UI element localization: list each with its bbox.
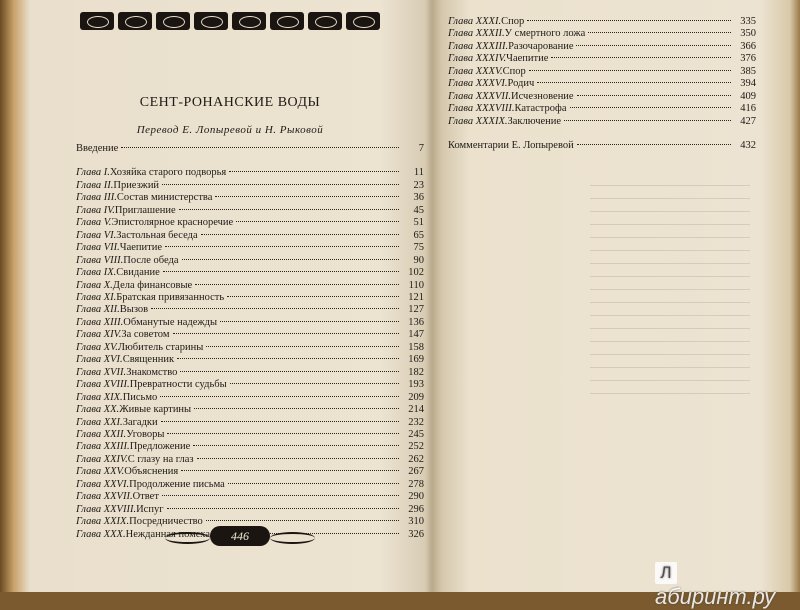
chapter-page: 11: [413, 167, 424, 179]
toc-row-intro: [76, 143, 424, 155]
dot-leader: [570, 107, 732, 108]
chapter-label: Глава III.: [76, 192, 117, 204]
chapter-title: Катастрофа: [514, 103, 567, 115]
dot-leader: [576, 45, 731, 46]
chapter-label: Глава VIII.: [76, 254, 124, 266]
chapter-page: 310: [408, 516, 424, 528]
chapter-title: Родич: [507, 78, 535, 90]
toc-row: [448, 116, 756, 128]
chapter-page: 193: [408, 379, 424, 391]
chapter-label: Глава XV.: [76, 341, 118, 353]
chapter-label: Глава XI.: [76, 291, 117, 303]
toc-row: [448, 16, 756, 28]
chapter-title: С глазу на глаз: [127, 453, 194, 465]
toc-row: [448, 91, 756, 103]
chapter-title: Приезжий: [113, 179, 160, 191]
watermark-mark-icon: Л: [655, 562, 677, 584]
dot-leader: [577, 144, 731, 145]
toc-row: [76, 504, 424, 516]
chapter-page: 147: [408, 329, 424, 341]
toc-row: [76, 180, 424, 192]
toc-row: [76, 367, 424, 379]
toc-row: [76, 392, 424, 404]
dot-leader: [588, 32, 731, 33]
chapter-label: Глава XXIV.: [76, 453, 128, 465]
watermark-logo: [655, 558, 800, 610]
dot-leader: [179, 209, 399, 210]
toc-row: [76, 404, 424, 416]
dot-leader: [206, 346, 399, 347]
chapter-label: Глава XXII.: [76, 428, 127, 440]
chapter-title: Священник: [122, 354, 175, 366]
chapter-page: 136: [408, 316, 424, 328]
chapter-label: Глава V.: [76, 217, 112, 229]
chapter-page: 102: [408, 267, 424, 279]
folio-ornament-right: [270, 532, 315, 544]
chapter-label: Глава XXXII.: [448, 28, 505, 40]
chapter-page: 182: [408, 366, 424, 378]
dot-leader: [537, 82, 731, 83]
dot-leader: [220, 321, 399, 322]
dot-leader: [201, 234, 399, 235]
dot-leader: [206, 520, 399, 521]
left-page: [40, 0, 424, 592]
chapter-page: 385: [740, 65, 756, 77]
chapter-title: Любитель старины: [117, 341, 204, 353]
dot-leader: [527, 20, 731, 21]
dot-leader: [197, 458, 399, 459]
chapter-label: Глава IV.: [76, 204, 115, 216]
top-ornament: [75, 12, 385, 30]
dot-leader: [162, 495, 399, 496]
toc-row: [76, 280, 424, 292]
chapter-title: Нежданная помеха: [125, 528, 211, 540]
toc-row: [448, 78, 756, 90]
chapter-page: 427: [740, 115, 756, 127]
chapter-title: Свидание: [116, 267, 160, 279]
chapter-page: 110: [408, 279, 424, 291]
toc-row: [76, 255, 424, 267]
chapter-title: Приглашение: [114, 204, 176, 216]
commentary-title: Комментарии Е. Лопыревой: [448, 140, 574, 152]
toc-row: [76, 441, 424, 453]
chapter-label: Глава XXXIX.: [448, 115, 508, 127]
chapter-title: После обеда: [123, 254, 179, 266]
toc-row: [76, 242, 424, 254]
toc-row: [76, 317, 424, 329]
chapter-title: Спор: [501, 16, 525, 27]
chapter-title: Чаепитие: [506, 53, 549, 65]
chapter-label: Глава XXX.: [76, 528, 126, 540]
dot-leader: [529, 70, 731, 71]
chapter-label: Глава XXI.: [76, 416, 123, 428]
toc-row: [448, 103, 756, 115]
dot-leader: [230, 383, 399, 384]
chapter-page: 169: [408, 354, 424, 366]
dot-leader: [151, 308, 399, 309]
toc-row: [76, 267, 424, 279]
chapter-title: Превратности судьбы: [129, 379, 227, 391]
chapter-title: Объяснения: [124, 466, 179, 478]
dot-leader: [195, 284, 399, 285]
chapter-title: Предложение: [129, 441, 191, 453]
chapter-label: Глава X.: [76, 279, 113, 291]
chapter-title: Состав министерства: [116, 192, 213, 204]
chapter-page: 214: [408, 404, 424, 416]
chapter-title: За советом: [121, 329, 170, 341]
dot-leader: [551, 57, 731, 58]
dot-leader: [165, 246, 399, 247]
chapter-page: 262: [408, 453, 424, 465]
chapter-label: Глава XXXIII.: [448, 40, 509, 52]
chapter-label: Глава IX.: [76, 267, 117, 279]
chapter-label: Глава XXXVII.: [448, 90, 512, 102]
chapter-label: Глава XVII.: [76, 366, 127, 378]
chapter-title: У смертного ложа: [504, 28, 586, 40]
chapter-page: 366: [740, 40, 756, 52]
left-chapter-list: [76, 167, 424, 541]
chapter-label: Глава XXXV.: [448, 65, 503, 77]
chapter-label: Глава XXVI.: [76, 478, 130, 490]
dot-leader: [181, 470, 399, 471]
dot-leader: [180, 371, 399, 372]
chapter-page: 296: [408, 503, 424, 515]
chapter-page: 335: [740, 16, 756, 27]
chapter-label: Глава XXXI.: [448, 16, 502, 27]
chapter-label: Глава XIX.: [76, 391, 123, 403]
dot-leader: [161, 421, 399, 422]
commentary-page: 432: [740, 140, 756, 152]
chapter-label: Глава XXIII.: [76, 441, 130, 453]
chapter-title: Исчезновение: [511, 90, 574, 102]
dot-leader: [193, 445, 399, 446]
dot-leader: [577, 95, 731, 96]
chapter-label: Глава XXVII.: [76, 491, 133, 503]
dot-leader: [227, 296, 399, 297]
toc-row: [76, 230, 424, 242]
chapter-title: Разочарование: [508, 40, 574, 52]
right-page: [440, 0, 770, 592]
chapter-label: Глава XXXVI.: [448, 78, 508, 90]
chapter-page: 278: [408, 478, 424, 490]
dot-leader: [173, 333, 400, 334]
dot-leader: [167, 433, 399, 434]
chapter-label: Глава I.: [76, 167, 110, 179]
chapter-title: Спор: [502, 65, 526, 77]
chapter-label: Глава XII.: [76, 304, 120, 316]
intro-title: Введение: [76, 143, 119, 154]
toc-row: [76, 417, 424, 429]
toc-row: [76, 304, 424, 316]
right-toc: [448, 16, 756, 153]
toc-row: [76, 479, 424, 491]
chapter-title: Застольная беседа: [116, 229, 198, 241]
chapter-page: 267: [408, 466, 424, 478]
chapter-page: 209: [408, 391, 424, 403]
page-title: СЕНТ-РОНАНСКИЕ ВОДЫ: [139, 95, 321, 110]
chapter-title: Братская привязанность: [116, 291, 225, 303]
spacer: [448, 128, 756, 140]
chapter-page: 290: [408, 491, 424, 503]
chapter-label: Глава II.: [76, 179, 114, 191]
toc-row: [76, 454, 424, 466]
chapter-page: 409: [740, 90, 756, 102]
chapter-page: 90: [413, 254, 424, 266]
chapter-page: 416: [740, 103, 756, 115]
chapter-page: 36: [413, 192, 424, 204]
chapter-label: Глава XVI.: [76, 354, 123, 366]
chapter-label: Глава VI.: [76, 229, 117, 241]
dot-leader: [564, 120, 731, 121]
watermark-text: абиринт.ру: [655, 584, 776, 609]
toc-row: [448, 41, 756, 53]
chapter-label: Глава XXIX.: [76, 516, 130, 528]
chapter-title: Чаепитие: [119, 242, 163, 254]
chapter-title: Вызов: [119, 304, 149, 316]
chapter-label: Глава XX.: [76, 404, 120, 416]
intro-page: 7: [418, 143, 424, 154]
dot-leader: [167, 508, 399, 509]
chapter-title: Хозяйка старого подворья: [109, 167, 227, 179]
dot-leader: [194, 408, 399, 409]
chapter-title: Эпистолярное красноречие: [111, 217, 234, 229]
toc-row: [76, 205, 424, 217]
right-chapter-list: [448, 16, 756, 128]
dot-leader: [121, 147, 399, 148]
toc-row: [76, 167, 424, 179]
toc-row: [76, 491, 424, 503]
chapter-page: 394: [740, 78, 756, 90]
chapter-page: 51: [413, 217, 424, 229]
toc-row: [448, 28, 756, 40]
chapter-label: Глава XXXIV.: [448, 53, 507, 65]
chapter-title: Ответ: [132, 491, 159, 503]
chapter-page: 45: [413, 204, 424, 216]
chapter-title: Загадки: [122, 416, 158, 428]
chapter-title: Обманутые надежды: [123, 316, 218, 328]
toc-row: [76, 429, 424, 441]
chapter-title: Заключение: [507, 115, 562, 127]
toc-row: [448, 53, 756, 65]
dot-leader: [163, 271, 399, 272]
chapter-title: Письмо: [122, 391, 158, 403]
toc-row: [76, 329, 424, 341]
left-toc: [76, 143, 424, 541]
dot-leader: [215, 196, 399, 197]
page-number: 446: [210, 526, 270, 546]
chapter-page: 65: [413, 229, 424, 241]
dot-leader: [236, 221, 399, 222]
chapter-page: 326: [408, 528, 424, 540]
chapter-page: 158: [408, 341, 424, 353]
dot-leader: [182, 259, 399, 260]
chapter-label: Глава XXVIII.: [76, 503, 137, 515]
chapter-page: 121: [408, 291, 424, 303]
chapter-page: 75: [413, 242, 424, 254]
toc-row: [76, 192, 424, 204]
toc-row: [76, 466, 424, 478]
chapter-label: Глава VII.: [76, 242, 120, 254]
chapter-page: 23: [413, 179, 424, 191]
chapter-page: 376: [740, 53, 756, 65]
chapter-title: Посредничество: [129, 516, 203, 528]
folio-ornament-left: [165, 532, 210, 544]
chapter-label: Глава XXV.: [76, 466, 125, 478]
chapter-label: Глава XIII.: [76, 316, 124, 328]
toc-row: [76, 292, 424, 304]
chapter-title: Испуг: [136, 503, 164, 515]
toc-row-commentary: [448, 140, 756, 152]
chapter-label: Глава XIV.: [76, 329, 122, 341]
chapter-title: Знакомство: [126, 366, 178, 378]
dot-leader: [177, 358, 399, 359]
chapter-page: 252: [408, 441, 424, 453]
spacer: [76, 155, 424, 167]
translator-line: Перевод Е. Лопыревой и Н. Рыковой: [136, 124, 324, 136]
chapter-label: Глава XXXVIII.: [448, 103, 515, 115]
toc-row: [448, 66, 756, 78]
dot-leader: [229, 171, 399, 172]
chapter-page: 245: [408, 428, 424, 440]
dot-leader: [160, 396, 399, 397]
chapter-page: 127: [408, 304, 424, 316]
chapter-title: Продолжение письма: [129, 478, 225, 490]
chapter-title: Дела финансовые: [112, 279, 193, 291]
toc-row: [76, 217, 424, 229]
dot-leader: [228, 483, 399, 484]
chapter-title: Уговоры: [126, 428, 165, 440]
dot-leader: [162, 184, 399, 185]
toc-row: [76, 354, 424, 366]
chapter-page: 232: [408, 416, 424, 428]
chapter-label: Глава XVIII.: [76, 379, 130, 391]
toc-row: [76, 379, 424, 391]
toc-row: [76, 342, 424, 354]
chapter-title: Живые картины: [119, 404, 192, 416]
chapter-page: 350: [740, 28, 756, 40]
